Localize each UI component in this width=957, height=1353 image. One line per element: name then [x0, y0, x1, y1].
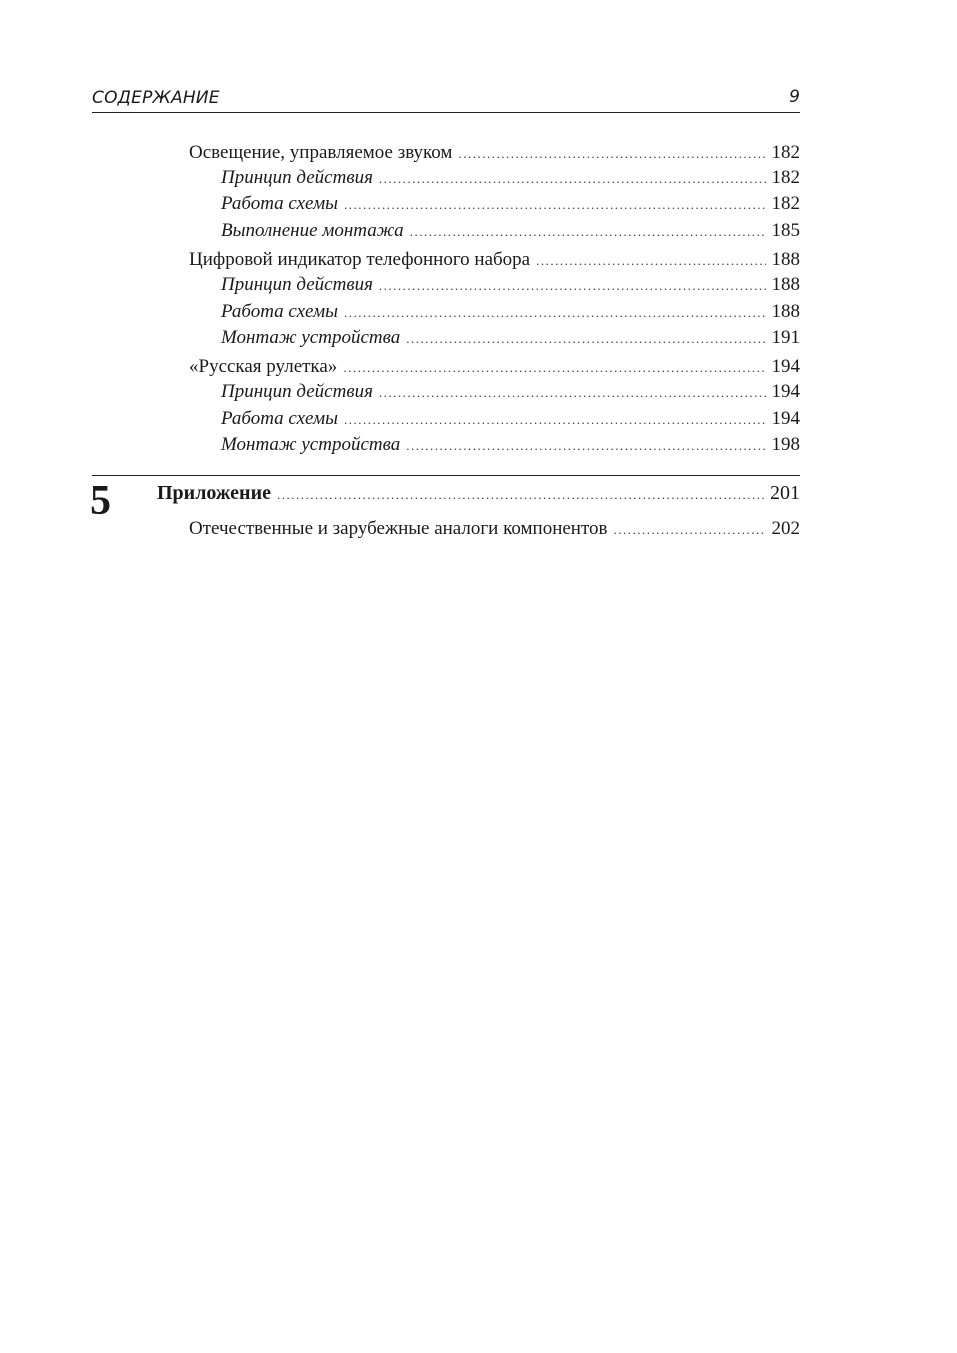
dot-leader [614, 522, 766, 538]
toc-entry-title: Работа схемы [221, 408, 338, 429]
toc-chapter-page: 201 [770, 482, 800, 504]
toc-entry-title: Монтаж устройства [221, 327, 401, 348]
toc-subentry[interactable] [221, 381, 800, 405]
toc-subentry[interactable] [221, 220, 800, 244]
toc-entry-page: 188 [771, 274, 800, 295]
toc-subentry[interactable] [221, 301, 800, 325]
dot-leader [536, 253, 765, 269]
toc-chapter-entry[interactable] [157, 482, 800, 506]
dot-leader [410, 224, 766, 240]
toc-entry-title: Принцип действия [221, 381, 373, 402]
toc-subentry[interactable] [221, 327, 800, 351]
toc-entry-title: Работа схемы [221, 301, 338, 322]
toc-entry-page: 188 [771, 249, 800, 270]
dot-leader [379, 385, 766, 401]
toc-entry-page: 202 [771, 518, 800, 539]
toc-entry[interactable] [189, 142, 800, 166]
toc-entry-page: 182 [771, 142, 800, 163]
toc-entry-page: 185 [771, 220, 800, 241]
toc-subentry[interactable] [221, 408, 800, 432]
dot-leader [277, 487, 764, 503]
toc-entry-title: Выполнение монтажа [221, 220, 404, 241]
toc-entry-title: «Русская рулетка» [189, 356, 338, 377]
toc-entry[interactable] [189, 249, 800, 273]
toc-subentry[interactable] [221, 193, 800, 217]
chapter-divider [92, 475, 800, 476]
toc-entry-title: Цифровой индикатор телефонного набора [189, 249, 531, 270]
toc-entry-page: 191 [771, 327, 800, 348]
toc-entry-title: Работа схемы [221, 193, 338, 214]
toc-entry-page: 198 [771, 434, 800, 455]
toc-entry[interactable] [189, 356, 800, 380]
toc-entry-page: 194 [771, 408, 800, 429]
toc-entry-title: Монтаж устройства [221, 434, 401, 455]
toc-entry-title: Принцип действия [221, 274, 373, 295]
chapter-number: 5 [90, 478, 111, 524]
dot-leader [379, 171, 766, 187]
dot-leader [344, 305, 766, 321]
toc-subentry[interactable] [221, 167, 800, 191]
toc-subentry[interactable] [221, 434, 800, 458]
dot-leader [344, 197, 766, 213]
toc-entry-title: Принцип действия [221, 167, 373, 188]
dot-leader [406, 331, 765, 347]
toc-entry-page: 194 [771, 381, 800, 402]
running-title: СОДЕРЖАНИЕ [92, 88, 220, 108]
dot-leader [379, 278, 766, 294]
dot-leader [343, 360, 765, 376]
toc-entry-page: 182 [771, 193, 800, 214]
dot-leader [406, 438, 765, 454]
toc-entry-title: Освещение, управляемое звуком [189, 142, 453, 163]
toc-entry-title: Отечественные и зарубежные аналоги компонентов [189, 518, 608, 539]
toc-entry-page: 188 [771, 301, 800, 322]
page-number: 9 [789, 87, 800, 107]
toc-entry[interactable] [189, 518, 800, 542]
running-head [92, 86, 800, 113]
toc-chapter-title: Приложение [157, 482, 271, 504]
dot-leader [344, 412, 766, 428]
toc-entry-page: 182 [771, 167, 800, 188]
toc-entry-page: 194 [771, 356, 800, 377]
dot-leader [458, 146, 765, 162]
toc-subentry[interactable] [221, 274, 800, 298]
